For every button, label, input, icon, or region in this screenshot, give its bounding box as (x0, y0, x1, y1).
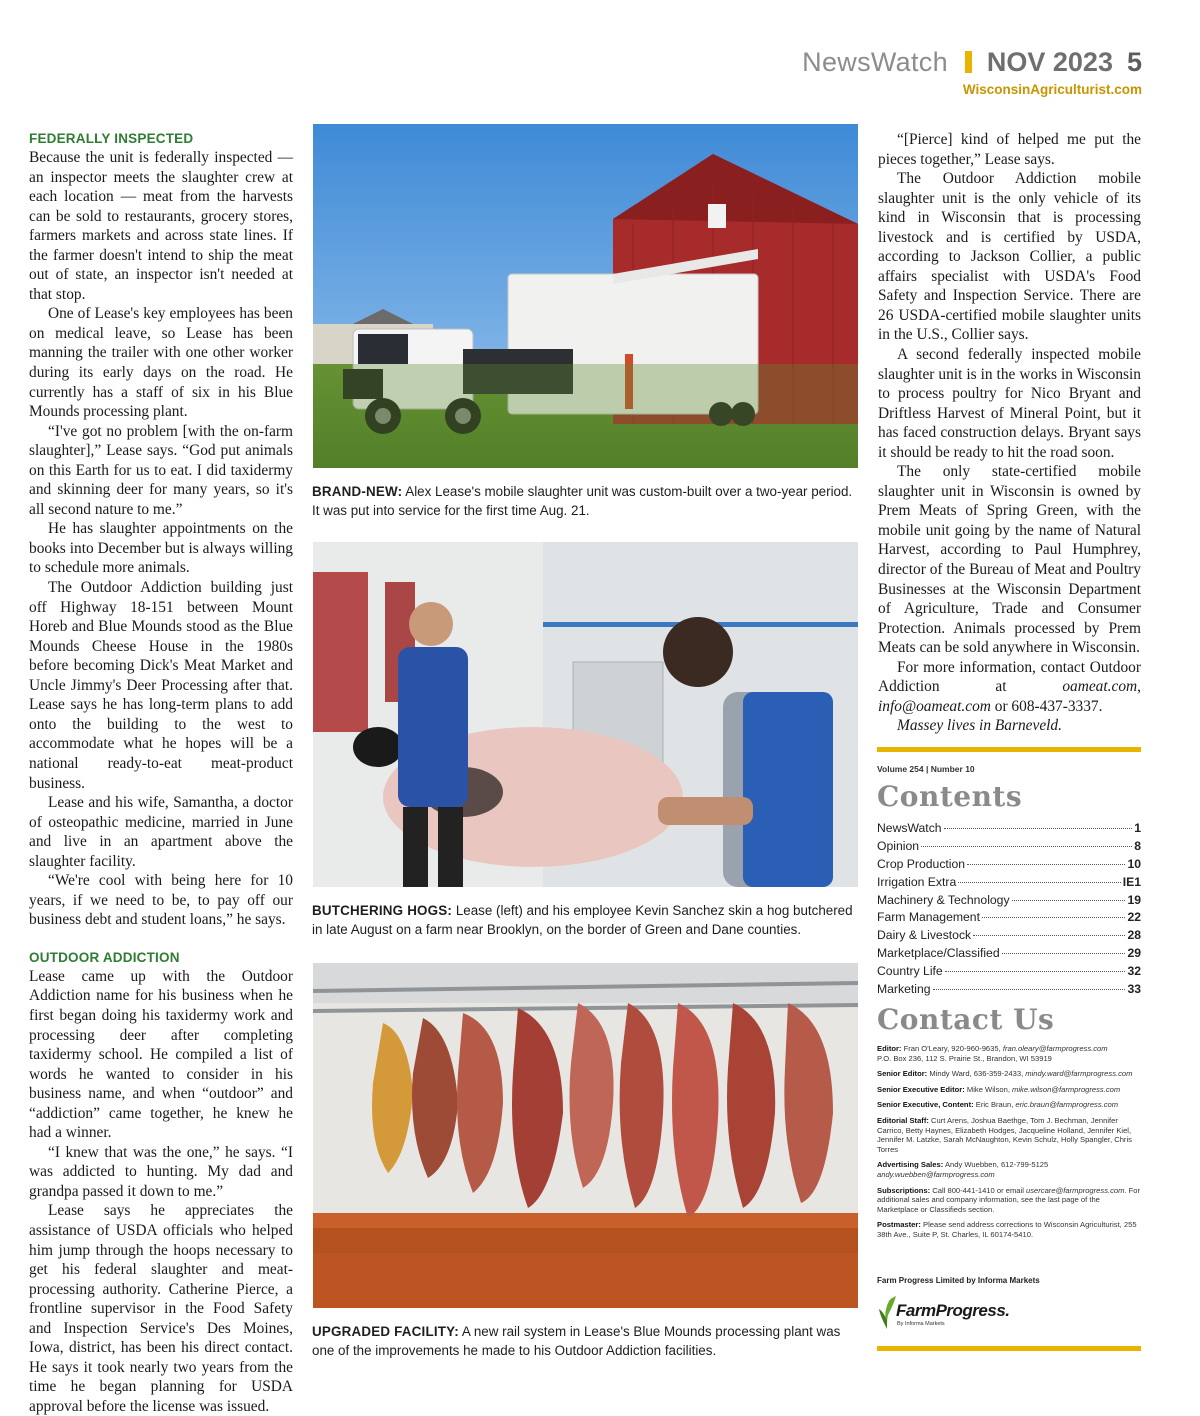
paragraph-contact (878, 658, 1141, 717)
staff-email[interactable]: mike.wilson@farmprogress.com (1012, 1084, 1121, 1094)
volume-number: Volume 254 | Number 10 (877, 764, 975, 774)
header-divider (965, 51, 972, 73)
caption-label: UPGRADED FACILITY: (312, 1324, 459, 1339)
logo-wordmark: FarmProgress. (896, 1301, 1010, 1320)
toc-leader-dots (1012, 900, 1126, 901)
toc-page-number: IE1 (1122, 874, 1141, 889)
toc-section-name: Irrigation Extra (877, 874, 957, 889)
staff-senior-exec-content (877, 1100, 1141, 1110)
staff-label: Editorial Staff: (877, 1115, 929, 1125)
issue-date: NOV 2023 (986, 47, 1113, 77)
toc-item[interactable] (877, 982, 1141, 1000)
byline (878, 716, 1141, 736)
paragraph: The only state-certified mobile slaughter unit in Wisconsin is owned by Prem Meats of Spring Green, with the mobile unit going by the name of Natural Harvest, according to Paul Humphrey, director of the Bureau of Meat and Poultry Businesses at the Wisconsin Department of Agriculture, Trade and Consumer Protection. Animals processed by Prem Meats can be sold anywhere in Wisconsin. (878, 463, 1141, 657)
staff-label: Advertising Sales: (877, 1160, 944, 1170)
toc-page-number: 22 (1127, 910, 1141, 925)
paragraph: “[Pierce] kind of helped me put the pieces together,” Lease says. (878, 131, 1141, 168)
staff-label: Editor: (877, 1044, 902, 1053)
section-name: NewsWatch (802, 47, 948, 77)
toc-leader-dots (982, 917, 1125, 918)
gold-rule-top (877, 747, 1141, 752)
contact-separator: , (1137, 678, 1141, 696)
photo-rail-system (313, 963, 858, 1308)
toc-item[interactable] (877, 821, 1141, 839)
staff-text: . For additional sales and company information, see the last page of the Marketplace or Classifieds section. (877, 1185, 1141, 1214)
photo-butchering-hogs (313, 542, 858, 887)
table-of-contents (877, 821, 1141, 1000)
toc-item[interactable] (877, 910, 1141, 928)
paragraph: Lease and his wife, Samantha, a doctor of osteopathic medicine, married in June and live in an apartment above the slaughter facility. (29, 794, 293, 870)
publisher-line: Farm Progress Limited by Informa Markets (877, 1276, 1040, 1285)
staff-label: Subscriptions: (877, 1185, 931, 1195)
paragraph: The Outdoor Addiction mobile slaughter unit is the only vehicle of its kind in Wisconsin that is processing livestock and is certified by USDA, according to Jackson Collier, a public affairs specialist with USDA's Food Safety and Inspection Service. There are 26 USDA-certified mobile slaughter units in the U.S., Collier says. (878, 170, 1141, 344)
toc-leader-dots (944, 828, 1133, 829)
staff-label: Senior Editor: (877, 1069, 928, 1079)
toc-leader-dots (958, 882, 1120, 883)
toc-page-number: 28 (1127, 928, 1141, 943)
staff-label: Postmaster: (877, 1220, 921, 1230)
toc-leader-dots (921, 846, 1132, 847)
toc-section-name: Machinery & Technology (877, 892, 1010, 907)
toc-page-number: 33 (1127, 982, 1141, 997)
left-column (29, 130, 293, 1416)
page-number: 5 (1126, 47, 1142, 77)
page-header (802, 44, 1142, 97)
contact-lead: For more information, contact Outdoor Addiction at (878, 658, 1141, 696)
toc-item[interactable] (877, 964, 1141, 982)
staff-editor (877, 1044, 1141, 1063)
toc-section-name: NewsWatch (877, 821, 942, 835)
caption-text: Alex Lease's mobile slaughter unit was custom-built over a two-year period. It was put into service for the first time Aug. 21. (312, 484, 853, 518)
contact-phone: or 608-437-3337. (990, 697, 1103, 715)
toc-section-name: Marketplace/Classified (877, 946, 1000, 961)
toc-section-name: Country Life (877, 964, 943, 979)
toc-item[interactable] (877, 875, 1141, 893)
toc-section-name: Opinion (877, 838, 920, 853)
toc-leader-dots (933, 989, 1126, 990)
toc-section-name: Marketing (877, 982, 931, 997)
toc-item[interactable] (877, 893, 1141, 911)
staff-text: Andy Wuebben, 612-799-5125 (943, 1160, 1049, 1170)
toc-item[interactable] (877, 928, 1141, 946)
staff-address: P.O. Box 236, 112 S. Prairie St., Brandon, WI 53919 (877, 1053, 1052, 1063)
staff-text: Mindy Ward, 636-359-2433, (927, 1069, 1026, 1079)
toc-page-number: 8 (1134, 838, 1141, 853)
staff-email[interactable]: mindy.ward@farmprogress.com (1025, 1069, 1133, 1079)
staff-text: Please send address corrections to Wisconsin Agriculturist, 255 38th Ave., Suite P, St. Charles, IL 60174-5410. (877, 1220, 1137, 1239)
staff-advertising (877, 1160, 1141, 1179)
toc-section-name: Crop Production (877, 856, 966, 871)
toc-page-number: 19 (1127, 892, 1141, 907)
photo-mobile-slaughter-unit (313, 124, 858, 468)
staff-label: Senior Executive, Content: (877, 1100, 974, 1110)
contact-website[interactable]: oameat.com (1062, 678, 1138, 696)
paragraph: Lease says he appreciates the assistance of USDA officials who helped him jump through the hoops necessary to get his federal slaughter and meat-processing authority. Catherine Pierce, a frontline supervisor in the Food Safety and Inspection Service's Des Moines, Iowa, district, has been his direct contact. He says it took nearly two years from the time he began planning for USDA approval before the license was issued. (29, 1202, 293, 1415)
caption-label: BRAND-NEW: (312, 484, 403, 499)
byline-text: Massey lives in Barneveld. (897, 717, 1062, 735)
gold-rule-bottom (877, 1346, 1141, 1351)
caption-label: BUTCHERING HOGS: (312, 903, 453, 918)
contact-email[interactable]: info@oameat.com (878, 697, 991, 715)
farm-progress-logo (877, 1293, 1017, 1335)
paragraph: “I've got no problem [with the on-farm slaughter],” Lease says. “God put animals on this Earth for us to eat. I did taxidermy and skinning deer for many years, so it's all second nature to me.” (29, 422, 293, 518)
subhead-outdoor-addiction: OUTDOOR ADDICTION (29, 949, 180, 965)
staff-text: Fran O'Leary, 920-960-9635, (901, 1044, 1003, 1053)
caption-text: Lease (left) and his employee Kevin Sanchez skin a hog butchered in late August on a farm near Brooklyn, on the border of Green and Dane counties. (312, 903, 853, 937)
caption-text: A new rail system in Lease's Blue Mounds processing plant was one of the improvements he made to his Outdoor Addiction facilities. (312, 1324, 841, 1358)
staff-text: Mike Wilson, (964, 1084, 1013, 1094)
toc-item[interactable] (877, 839, 1141, 857)
header-line (802, 44, 1142, 80)
staff-email[interactable]: usercare@farmprogress.com (1026, 1185, 1125, 1195)
toc-leader-dots (1002, 953, 1126, 954)
paragraph: Because the unit is federally inspected — an inspector meets the slaughter crew at each location — meat from the harvests can be sold to restaurants, grocery stores, farmers markets and across state lines. If the farmer doesn't intend to ship the meat out of state, an inspector isn't needed at that stop. (29, 149, 293, 303)
paragraph: One of Lease's key employees has been on medical leave, so Lease has been manning the trailer with one other worker during its early days on the road. He currently has a staff of six in his Blue Mounds processing plant. (29, 305, 293, 421)
subhead-federally-inspected: FEDERALLY INSPECTED (29, 131, 194, 146)
staff-editorial (877, 1116, 1141, 1154)
staff-senior-editor (877, 1069, 1141, 1079)
staff-email[interactable]: andy.wuebben@farmprogress.com (877, 1169, 995, 1179)
paragraph: “We're cool with being here for 10 years, if we need to be, to pay off our business debt and student loans,” he says. (29, 872, 293, 929)
toc-page-number: 10 (1127, 856, 1141, 871)
paragraph: He has slaughter appointments on the books into December but is always willing to schedule more animals. (29, 520, 293, 577)
toc-leader-dots (967, 864, 1125, 865)
toc-leader-dots (945, 971, 1126, 972)
staff-subscriptions (877, 1186, 1141, 1215)
toc-section-name: Farm Management (877, 910, 980, 925)
caption-photo-2 (312, 901, 858, 939)
staff-label: Senior Executive Editor: (877, 1084, 965, 1094)
staff-email[interactable]: eric.braun@farmprogress.com (1015, 1100, 1119, 1110)
caption-photo-3 (312, 1322, 858, 1360)
staff-postmaster (877, 1220, 1141, 1239)
contact-us-title: Contact Us (877, 1003, 1055, 1036)
staff-email[interactable]: fran.oleary@farmprogress.com (1002, 1044, 1108, 1053)
toc-page-number: 29 (1127, 946, 1141, 961)
staff-text: Eric Braun, (973, 1100, 1016, 1110)
toc-leader-dots (973, 935, 1125, 936)
caption-photo-1 (312, 482, 858, 520)
paragraph: A second federally inspected mobile slaughter unit is in the works in Wisconsin to process poultry for Nico Bryant and Driftless Harvest of Mineral Point, but it has faced construction delays. Bryant says it should be ready to hit the road soon. (878, 346, 1141, 461)
staff-senior-exec-editor (877, 1085, 1141, 1095)
leaf-icon (877, 1295, 897, 1331)
toc-section-name: Dairy & Livestock (877, 928, 972, 943)
staff-text: Call 800-441-1410 or email (930, 1185, 1026, 1195)
staff-text: Curt Arens, Joshua Baethge, Tom J. Bechman, Jennifer Carrico, Betty Haynes, Elizabeth Hodges, Jacqueline Holland, Jennifer Kiel, Jennifer M. Latzke, Sarah McNaughton, Kevin Schulz, Holly Spangler, Chris Torres (877, 1115, 1132, 1154)
toc-item[interactable] (877, 946, 1141, 964)
logo-tagline: By Informa Markets (897, 1321, 945, 1327)
toc-page-number: 1 (1134, 821, 1141, 835)
right-column (878, 130, 1141, 736)
paragraph: The Outdoor Addiction building just off Highway 18-151 between Mount Horeb and Blue Mounds stood as the Blue Mounds Cheese House in the 1980s before becoming Dick's Meat Market and Uncle Jimmy's Deer Processing after that. Lease says he has long-term plans to add onto the building to the west to accommodate what he hopes will be a national ready-to-eat meat-product business. (29, 579, 293, 792)
contents-title: Contents (877, 780, 1023, 813)
website-link[interactable]: WisconsinAgriculturist.com (962, 82, 1142, 97)
staff-directory (877, 1044, 1141, 1246)
paragraph: “I knew that was the one,” he says. “I was addicted to hunting. My dad and grandpa passed it down to me.” (29, 1143, 293, 1200)
toc-item[interactable] (877, 857, 1141, 875)
toc-page-number: 32 (1127, 964, 1141, 979)
paragraph: Lease came up with the Outdoor Addiction name for his business when he first began doing his taxidermy work and processing deer after completing taxidermy school. He compiled a list of words he wanted to consider in his business name, and when “outdoor” and “addiction” came together, he knew he had a winner. (29, 967, 293, 1142)
